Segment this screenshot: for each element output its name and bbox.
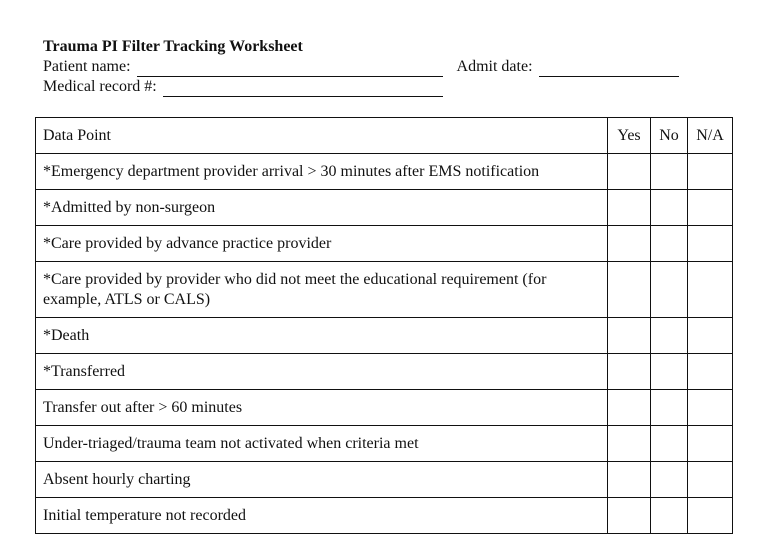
yes-checkbox-cell[interactable] [608,426,651,462]
column-header-yes: Yes [608,118,651,154]
yes-checkbox-cell[interactable] [608,390,651,426]
table-row [36,154,733,190]
no-checkbox-cell[interactable] [651,462,688,498]
na-checkbox-cell[interactable] [688,498,733,534]
admit-date-field[interactable] [539,62,679,77]
data-point-cell: *Care provided by provider who did not meet the educational requirement (for example, ATLS or CALS) [36,262,608,318]
table-row [36,354,733,390]
table-row [36,190,733,226]
yes-checkbox-cell[interactable] [608,498,651,534]
worksheet-header [43,37,679,97]
table-row [36,226,733,262]
medical-record-label: Medical record #: [43,78,157,95]
data-point-cell: *Emergency department provider arrival > 30 minutes after EMS notification [36,154,608,190]
table-row [36,390,733,426]
data-point-cell: Absent hourly charting [36,462,608,498]
admit-date-label: Admit date: [456,58,533,75]
yes-checkbox-cell[interactable] [608,190,651,226]
data-point-cell: *Care provided by advance practice provider [36,226,608,262]
no-checkbox-cell[interactable] [651,154,688,190]
na-checkbox-cell[interactable] [688,390,733,426]
table-header-row [36,118,733,154]
no-checkbox-cell[interactable] [651,226,688,262]
data-point-cell: Initial temperature not recorded [36,498,608,534]
no-checkbox-cell[interactable] [651,190,688,226]
no-checkbox-cell[interactable] [651,426,688,462]
data-point-cell: Under-triaged/trauma team not activated when criteria met [36,426,608,462]
na-checkbox-cell[interactable] [688,226,733,262]
no-checkbox-cell[interactable] [651,318,688,354]
medical-record-row [43,77,679,97]
na-checkbox-cell[interactable] [688,262,733,318]
no-checkbox-cell[interactable] [651,390,688,426]
column-header-no: No [651,118,688,154]
na-checkbox-cell[interactable] [688,426,733,462]
no-checkbox-cell[interactable] [651,498,688,534]
medical-record-field[interactable] [163,82,443,97]
na-checkbox-cell[interactable] [688,354,733,390]
filter-tracking-table [35,117,733,534]
no-checkbox-cell[interactable] [651,262,688,318]
table-row [36,262,733,318]
data-point-cell: *Transferred [36,354,608,390]
yes-checkbox-cell[interactable] [608,354,651,390]
data-point-cell: Transfer out after > 60 minutes [36,390,608,426]
yes-checkbox-cell[interactable] [608,318,651,354]
table-row [36,498,733,534]
na-checkbox-cell[interactable] [688,318,733,354]
yes-checkbox-cell[interactable] [608,462,651,498]
no-checkbox-cell[interactable] [651,354,688,390]
data-point-cell: *Death [36,318,608,354]
worksheet-title: Trauma PI Filter Tracking Worksheet [43,38,303,55]
column-header-na: N/A [688,118,733,154]
yes-checkbox-cell[interactable] [608,154,651,190]
yes-checkbox-cell[interactable] [608,226,651,262]
table-row [36,426,733,462]
column-header-data-point: Data Point [36,118,608,154]
data-point-cell: *Admitted by non-surgeon [36,190,608,226]
na-checkbox-cell[interactable] [688,154,733,190]
patient-name-label: Patient name: [43,58,131,75]
na-checkbox-cell[interactable] [688,190,733,226]
na-checkbox-cell[interactable] [688,462,733,498]
table-row [36,462,733,498]
yes-checkbox-cell[interactable] [608,262,651,318]
patient-name-field[interactable] [137,62,443,77]
patient-info-row [43,57,679,77]
table-row [36,318,733,354]
